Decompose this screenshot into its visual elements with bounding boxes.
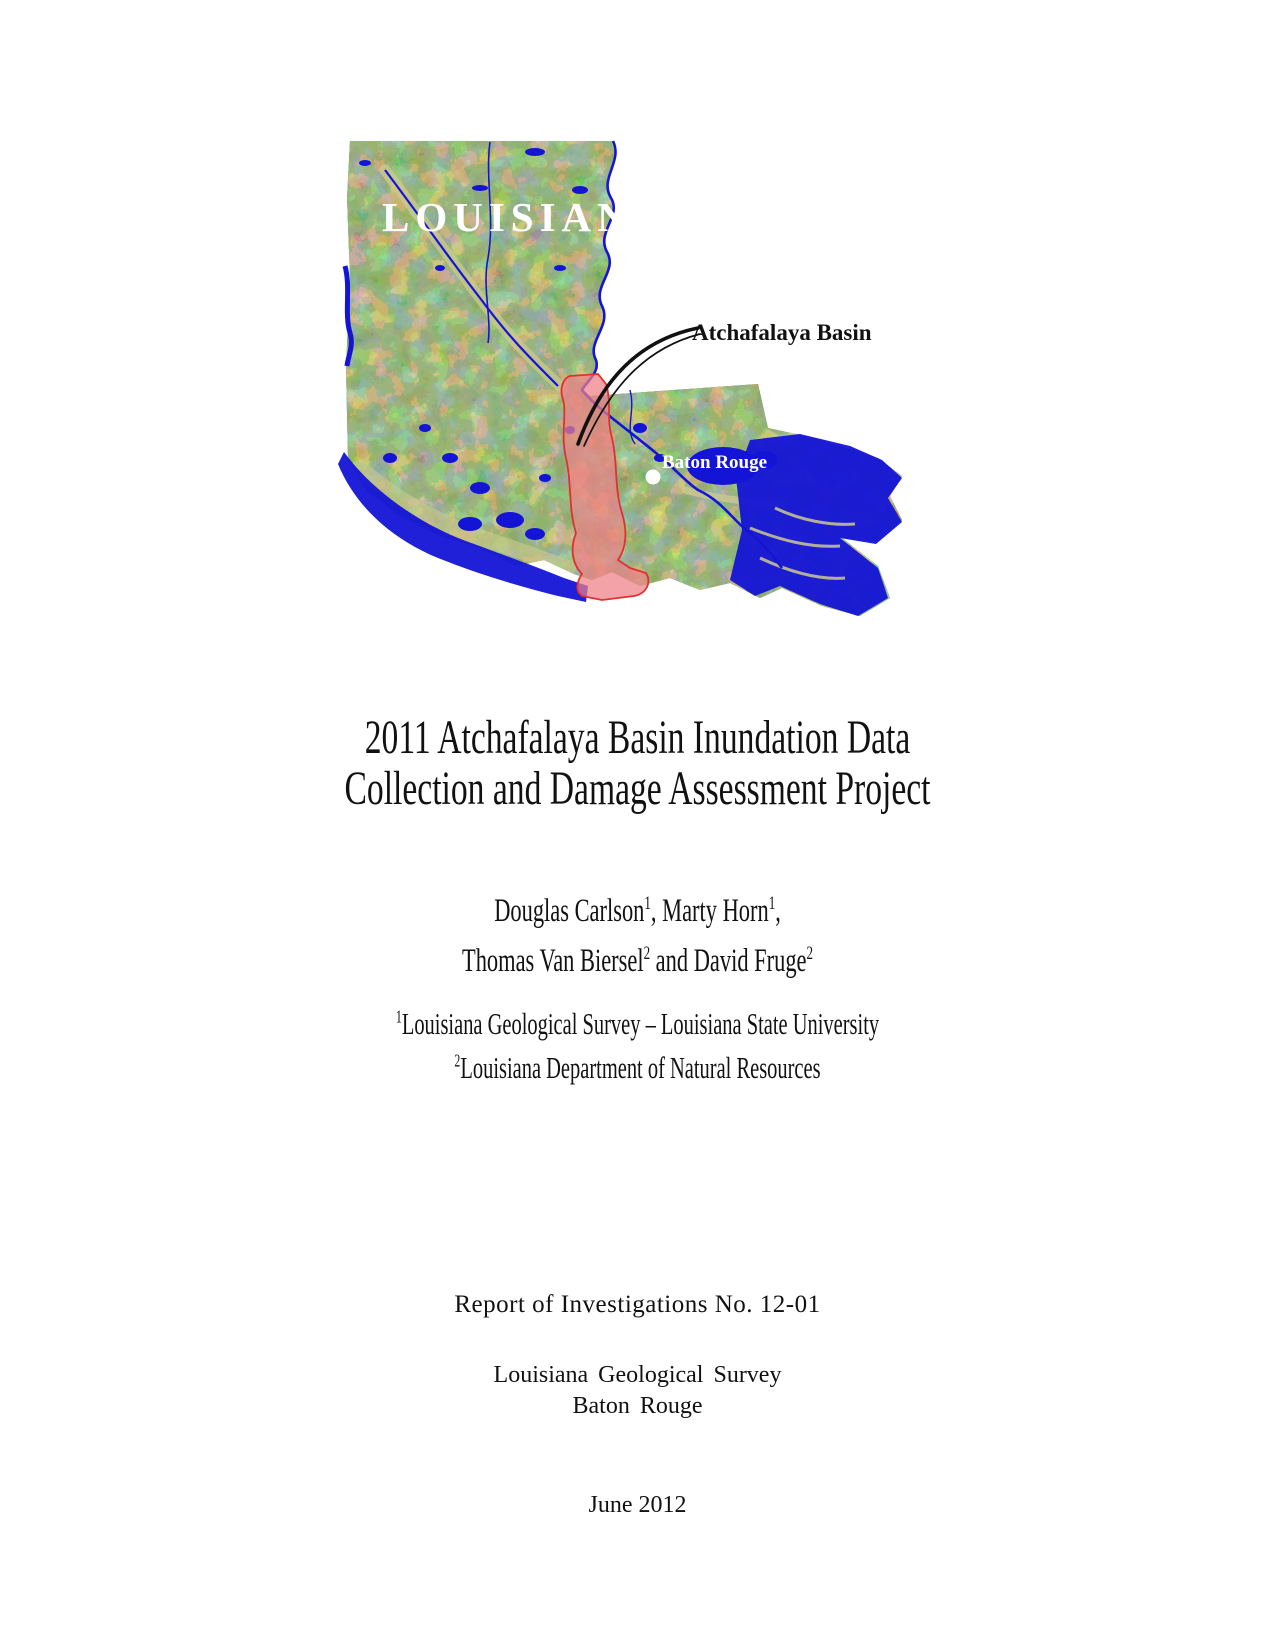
author-affil-sup: 2 — [643, 943, 651, 964]
report-title-line2: Collection and Damage Assessment Project — [344, 762, 931, 815]
authors-line2 — [204, 936, 1071, 986]
affiliation-sup: 2 — [454, 1050, 461, 1071]
publisher — [0, 1360, 1275, 1422]
author-name: Marty Horn — [662, 893, 769, 929]
louisiana-label: LOUISIANA — [382, 194, 669, 240]
louisiana-map-figure — [330, 128, 915, 628]
louisiana-satellite-map — [330, 128, 915, 628]
authors-line1 — [204, 886, 1071, 936]
report-title-line1: 2011 Atchafalaya Basin Inundation Data — [364, 711, 911, 764]
author-separator: and — [650, 943, 694, 979]
affiliation-line2 — [217, 1046, 1059, 1090]
affiliation-line1 — [217, 1002, 1059, 1046]
publisher-name: Louisiana Geological Survey — [493, 1362, 782, 1388]
author-separator: , — [775, 893, 781, 929]
baton-rouge-dot — [646, 470, 661, 485]
authors — [0, 886, 1275, 986]
affiliation-sup: 1 — [395, 1006, 402, 1027]
author-affil-sup: 1 — [644, 893, 651, 914]
report-title — [0, 712, 1275, 814]
publication-date: June 2012 — [588, 1492, 687, 1518]
affiliations — [0, 1002, 1275, 1090]
author-name: Douglas Carlson — [494, 893, 645, 929]
publisher-city: Baton Rouge — [572, 1393, 703, 1419]
affiliation-text: Louisiana Geological Survey – Louisiana State University — [401, 1006, 880, 1041]
author-affil-sup: 2 — [806, 943, 814, 964]
baton-rouge-label: Baton Rouge — [662, 452, 768, 473]
atchafalaya-basin-label: Atchafalaya Basin — [692, 320, 872, 345]
author-separator: , — [650, 893, 663, 929]
author-name: Thomas Van Biersel — [461, 943, 644, 979]
report-number: Report of Investigations No. 12-01 — [454, 1291, 821, 1318]
author-affil-sup: 1 — [768, 893, 776, 914]
affiliation-text: Louisiana Department of Natural Resources — [460, 1050, 821, 1085]
author-name: David Fruge — [693, 943, 807, 979]
